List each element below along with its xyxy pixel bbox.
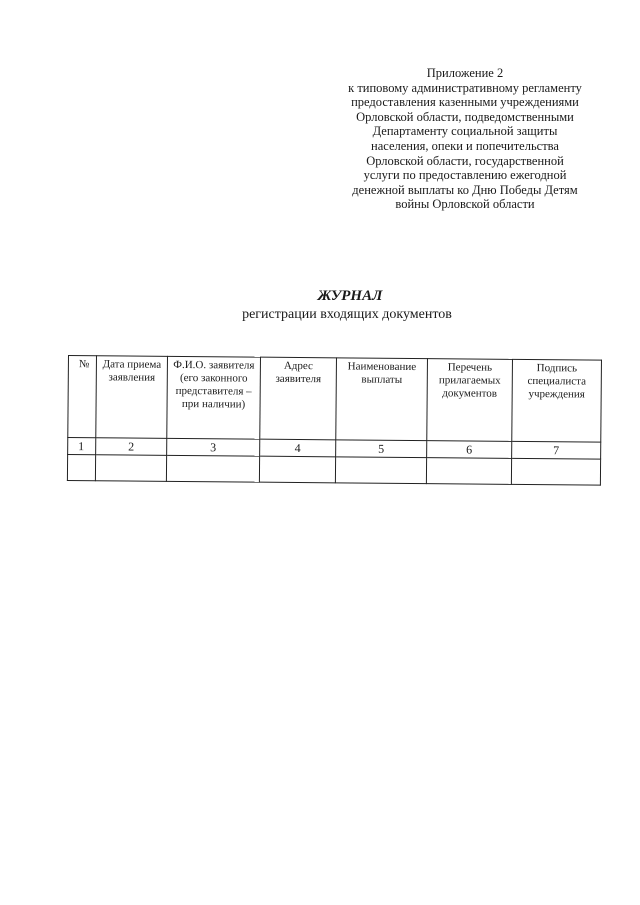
- column-number-6: 6: [427, 441, 512, 459]
- annex-line-5: Департаменту социальной защиты: [372, 124, 558, 139]
- column-number-1: 1: [68, 438, 96, 455]
- journal-title: ЖУРНАЛ: [317, 288, 383, 304]
- annex-line-10: войны Орловской области: [395, 197, 535, 212]
- header-fio: Ф.И.О. заявителя (его законного представителя – при наличии): [167, 356, 261, 439]
- annex-line-8: услуги по предоставлению ежегодной: [363, 168, 567, 183]
- column-number-2: 2: [96, 438, 167, 456]
- annex-line-4: Орловской области, подведомственными: [356, 109, 574, 124]
- table-header-row: [68, 356, 602, 443]
- table-row: [67, 455, 600, 486]
- column-number-4: 4: [260, 439, 336, 457]
- table-cell: [166, 455, 259, 482]
- column-number-7: 7: [512, 441, 601, 459]
- annex-line-6: населения, опеки и попечительства: [371, 138, 559, 153]
- table-cell: [67, 455, 95, 481]
- column-number-3: 3: [167, 438, 260, 456]
- journal-subtitle: регистрации входящих документов: [242, 307, 452, 322]
- annex-line-7: Орловской области, государственной: [366, 153, 564, 168]
- header-signature: Подпись специалиста учреждения: [512, 359, 602, 442]
- registration-table: [67, 355, 602, 486]
- table-cell: [335, 457, 426, 484]
- table-cell: [259, 456, 335, 483]
- column-number-5: 5: [336, 440, 427, 458]
- annex-line-1: Приложение 2: [426, 66, 504, 80]
- annex-line-3: предоставления казенными учреждениями: [351, 95, 579, 110]
- header-date: Дата приема заявления: [96, 356, 168, 439]
- header-documents-list: Перечень прилагаемых документов: [427, 359, 513, 442]
- annex-line-2: к типовому административному регламенту: [348, 80, 582, 95]
- table-cell: [95, 455, 166, 482]
- annex-line-9: денежной выплаты ко Дню Победы Детям: [352, 182, 578, 197]
- header-address: Адрес заявителя: [260, 357, 337, 440]
- table-cell: [511, 458, 600, 485]
- table-cell: [426, 458, 511, 485]
- header-number: №: [68, 356, 97, 438]
- header-payment-name: Наименование выплаты: [336, 358, 428, 441]
- annex-block: [330, 66, 600, 212]
